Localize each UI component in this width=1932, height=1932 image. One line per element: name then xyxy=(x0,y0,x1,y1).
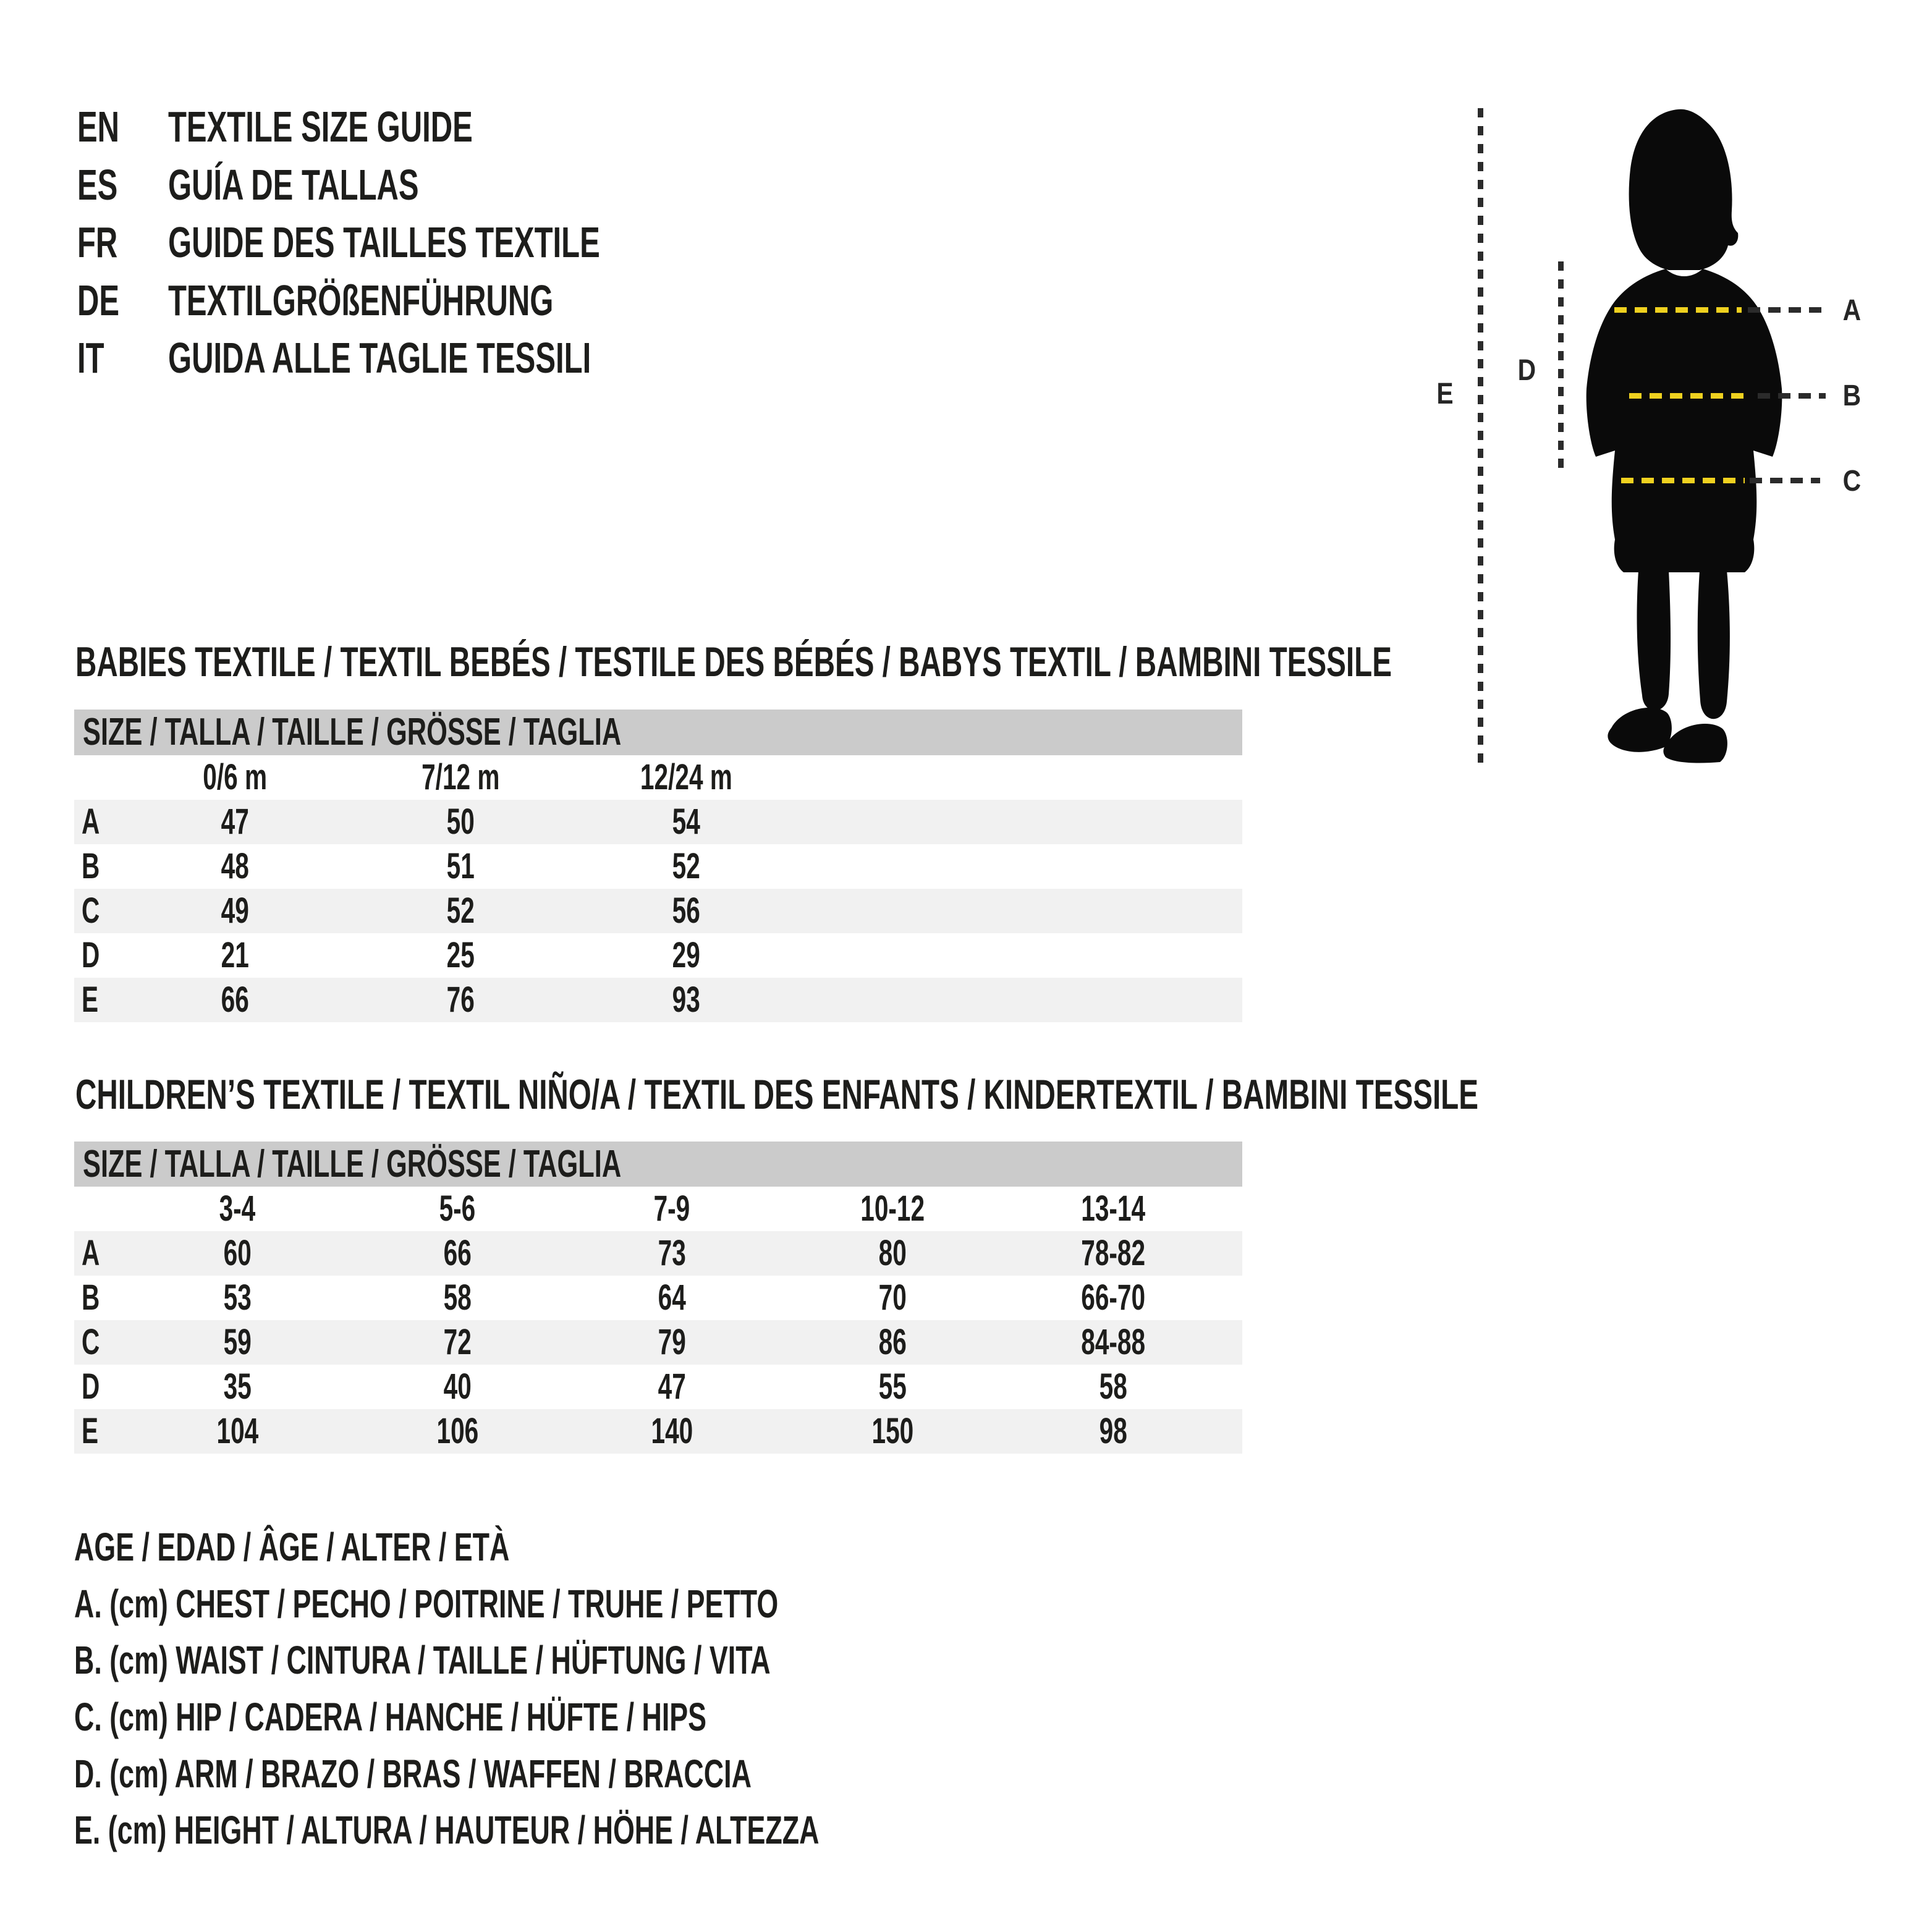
cell: 50 xyxy=(446,802,475,842)
size-header-text: SIZE / TALLA / TAILLE / GRÖSSE / TAGLIA xyxy=(83,711,622,753)
legend-line-arm: D. (cm) ARM / BRAZO / BRAS / WAFFEN / BRACCIA xyxy=(74,1752,752,1796)
cell: 150 xyxy=(871,1411,913,1451)
row-label: E xyxy=(82,980,99,1020)
cell: 48 xyxy=(221,846,249,886)
children-column-header-row xyxy=(74,1187,1242,1231)
cell: 80 xyxy=(878,1233,907,1273)
arm-label: D xyxy=(1517,354,1536,387)
column-header: 12/24 m xyxy=(640,757,732,797)
hip-line-body-dash xyxy=(1621,478,1745,483)
babies-size-header-bar xyxy=(74,710,1242,755)
silhouette-right-shoe xyxy=(1663,724,1727,763)
cell: 104 xyxy=(216,1411,258,1451)
cell: 72 xyxy=(443,1322,472,1362)
language-code: IT xyxy=(77,334,104,382)
table-row xyxy=(74,1320,1242,1365)
guide-title: GUÍA DE TALLAS xyxy=(168,161,419,209)
guide-title: GUIDA ALLE TAGLIE TESSILI xyxy=(168,334,591,382)
silhouette-torso xyxy=(1587,269,1782,572)
cell: 58 xyxy=(443,1277,472,1318)
cell: 93 xyxy=(672,980,700,1020)
table-row xyxy=(74,800,1242,844)
table-row xyxy=(74,889,1242,933)
waist-line-outer-dash xyxy=(1758,393,1826,399)
cell: 60 xyxy=(223,1233,252,1273)
column-header: 10-12 xyxy=(860,1188,925,1229)
cell: 55 xyxy=(878,1366,907,1407)
table-row xyxy=(74,978,1242,1022)
babies-column-header-row xyxy=(74,755,1242,800)
row-label: B xyxy=(82,1277,100,1318)
language-code: ES xyxy=(77,161,118,209)
cell: 56 xyxy=(672,891,700,931)
cell: 140 xyxy=(651,1411,693,1451)
column-header: 5-6 xyxy=(439,1188,476,1229)
cell: 54 xyxy=(672,802,700,842)
cell: 52 xyxy=(672,846,700,886)
waist-label: B xyxy=(1842,379,1861,412)
cell: 49 xyxy=(221,891,249,931)
table-row xyxy=(74,844,1242,889)
row-label: C xyxy=(82,891,100,931)
cell: 79 xyxy=(658,1322,686,1362)
cell: 106 xyxy=(436,1411,478,1451)
guide-title: GUIDE DES TAILLES TEXTILE xyxy=(168,218,600,266)
cell: 59 xyxy=(223,1322,252,1362)
cell: 86 xyxy=(878,1322,907,1362)
hip-label: C xyxy=(1842,465,1861,498)
children-size-header-bar xyxy=(74,1142,1242,1187)
cell: 66 xyxy=(221,980,249,1020)
legend-line-hip: C. (cm) HIP / CADERA / HANCHE / HÜFTE / HIPS xyxy=(74,1695,707,1739)
cell: 47 xyxy=(221,802,249,842)
cell: 52 xyxy=(446,891,475,931)
legend-line-chest: A. (cm) CHEST / PECHO / POITRINE / TRUHE / PETTO xyxy=(74,1582,779,1626)
row-label: B xyxy=(82,846,100,886)
cell: 29 xyxy=(672,935,700,975)
language-code: EN xyxy=(77,103,120,151)
column-header: 3-4 xyxy=(219,1188,256,1229)
height-label: E xyxy=(1436,378,1454,410)
language-code: DE xyxy=(77,276,120,324)
legend-line-height: E. (cm) HEIGHT / ALTURA / HAUTEUR / HÖHE / ALTEZZA xyxy=(74,1808,820,1852)
column-header: 13-14 xyxy=(1081,1188,1145,1229)
cell: 40 xyxy=(443,1366,472,1407)
row-label: E xyxy=(82,1411,99,1451)
language-code: FR xyxy=(77,218,118,266)
babies-heading: BABIES TEXTILE / TEXTIL BEBÉS / TESTILE DES BÉBÉS / BABYS TEXTIL / BAMBINI TESSILE xyxy=(75,638,1392,685)
row-label: D xyxy=(82,1366,100,1407)
table-row xyxy=(74,933,1242,978)
table-row xyxy=(74,1409,1242,1454)
cell: 25 xyxy=(446,935,475,975)
legend-line-age: AGE / EDAD / ÂGE / ALTER / ETÀ xyxy=(74,1525,510,1569)
cell: 98 xyxy=(1099,1411,1127,1451)
cell: 78-82 xyxy=(1081,1233,1145,1273)
row-label: D xyxy=(82,935,100,975)
column-header: 0/6 m xyxy=(203,757,267,797)
row-label: C xyxy=(82,1322,100,1362)
cell: 58 xyxy=(1099,1366,1127,1407)
table-row xyxy=(74,1231,1242,1276)
chest-label: A xyxy=(1842,294,1861,327)
cell: 47 xyxy=(658,1366,686,1407)
cell: 51 xyxy=(446,846,475,886)
arm-dotted-line xyxy=(1558,261,1564,470)
cell: 73 xyxy=(658,1233,686,1273)
chest-line-body-dash xyxy=(1614,307,1742,313)
cell: 64 xyxy=(658,1277,686,1318)
guide-title: TEXTILGRÖßENFÜHRUNG xyxy=(168,276,554,324)
chest-line-outer-dash xyxy=(1748,307,1826,313)
cell: 53 xyxy=(223,1277,252,1318)
cell: 70 xyxy=(878,1277,907,1318)
children-heading: CHILDREN’S TEXTILE / TEXTIL NIÑO/A / TEXTIL DES ENFANTS / KINDERTEXTIL / BAMBINI TESSILE xyxy=(75,1071,1479,1118)
waist-line-body-dash xyxy=(1629,393,1750,399)
cell: 76 xyxy=(446,980,475,1020)
table-row xyxy=(74,1365,1242,1409)
guide-title: TEXTILE SIZE GUIDE xyxy=(168,103,473,151)
legend-line-waist: B. (cm) WAIST / CINTURA / TAILLE / HÜFTUNG / VITA xyxy=(74,1638,771,1682)
hip-line-outer-dash xyxy=(1750,478,1820,483)
size-header-text: SIZE / TALLA / TAILLE / GRÖSSE / TAGLIA xyxy=(83,1143,622,1185)
row-label: A xyxy=(82,802,100,842)
column-header: 7/12 m xyxy=(421,757,500,797)
cell: 66-70 xyxy=(1081,1277,1145,1318)
silhouette-left-shoe xyxy=(1608,708,1672,752)
column-header: 7-9 xyxy=(653,1188,690,1229)
silhouette-head xyxy=(1629,109,1739,270)
cell: 21 xyxy=(221,935,249,975)
cell: 35 xyxy=(223,1366,252,1407)
table-row xyxy=(74,1276,1242,1320)
cell: 84-88 xyxy=(1081,1322,1145,1362)
row-label: A xyxy=(82,1233,100,1273)
cell: 66 xyxy=(443,1233,472,1273)
